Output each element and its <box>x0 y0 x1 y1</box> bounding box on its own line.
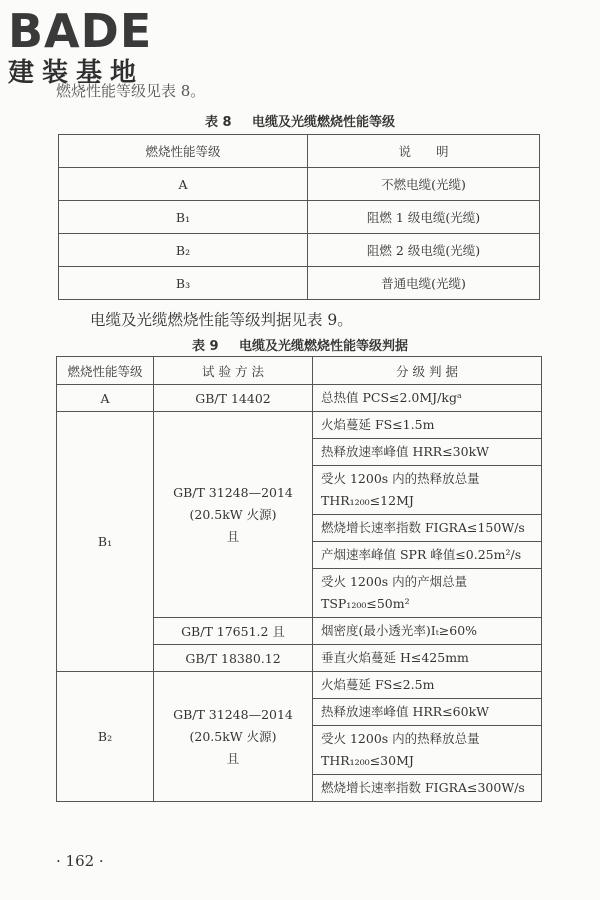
table9-criterion-b1: 受火 1200s 内的产烟总量 TSP₁₂₀₀≤50m² <box>313 569 542 618</box>
table9-method-b1-vertical: GB/T 18380.12 <box>154 645 313 672</box>
table9-grade-b2: B₂ <box>57 672 154 802</box>
table8-cell-grade: B₃ <box>59 267 308 300</box>
table9-method-b1-smoke: GB/T 17651.2 且 <box>154 618 313 645</box>
table-header-row <box>59 135 540 168</box>
table8-cell-grade: B₁ <box>59 201 308 234</box>
table9 <box>56 356 542 802</box>
table9-method-b2-main <box>154 672 313 802</box>
table-row <box>59 201 540 234</box>
table-row <box>57 672 542 699</box>
table9-criterion-a: 总热值 PCS≤2.0MJ/kgᵃ <box>313 385 542 412</box>
table8-header-grade: 燃烧性能等级 <box>59 135 308 168</box>
table9-number: 表 9 <box>191 339 219 354</box>
table-row <box>59 168 540 201</box>
intro-table8: 燃烧性能等级见表 8。 <box>56 82 206 100</box>
method-standard: GB/T 31248—2014 <box>173 484 293 500</box>
table9-grade-b1: B₁ <box>57 412 154 672</box>
table8 <box>58 134 540 300</box>
intro-table9: 电缆及光缆燃烧性能等级判据见表 9。 <box>90 311 353 329</box>
table9-title: 电缆及光缆燃烧性能等级判据 <box>239 339 409 354</box>
table9-criterion-b2: 热释放速率峰值 HRR≤60kW <box>313 699 542 726</box>
table9-criterion-b2: 受火 1200s 内的热释放总量 THR₁₂₀₀≤30MJ <box>313 726 542 775</box>
table9-grade-a: A <box>57 385 154 412</box>
table8-cell-description: 阻燃 1 级电缆(光缆) <box>308 201 540 234</box>
table8-cell-grade: A <box>59 168 308 201</box>
table9-method-b1-main <box>154 412 313 618</box>
table-header-row <box>57 357 542 385</box>
table8-number: 表 8 <box>204 115 232 130</box>
table9-header-method: 试 验 方 法 <box>154 357 313 385</box>
logo-brand: BADE <box>8 4 153 58</box>
table9-criterion-b1: 烟密度(最小透光率)Iₜ≥60% <box>313 618 542 645</box>
method-standard: GB/T 31248—2014 <box>173 706 293 722</box>
logo-subtitle: 建装基地 <box>8 58 145 88</box>
method-fire-source: (20.5kW 火源) <box>189 728 277 744</box>
table8-title: 电缆及光缆燃烧性能等级 <box>252 115 396 130</box>
method-and: 且 <box>226 528 240 544</box>
table9-criterion-b1: 燃烧增长速率指数 FIGRA≤150W/s <box>313 515 542 542</box>
table9-header-criteria: 分 级 判 据 <box>313 357 542 385</box>
table8-caption <box>0 111 600 130</box>
table9-header-grade: 燃烧性能等级 <box>57 357 154 385</box>
table-row <box>59 267 540 300</box>
table9-method-a: GB/T 14402 <box>154 385 313 412</box>
table9-criterion-b1: 垂直火焰蔓延 H≤425mm <box>313 645 542 672</box>
table9-criterion-b1: 受火 1200s 内的热释放总量 THR₁₂₀₀≤12MJ <box>313 466 542 515</box>
table8-cell-grade: B₂ <box>59 234 308 267</box>
table8-header-description: 说 明 <box>308 135 540 168</box>
table-row <box>59 234 540 267</box>
method-and: 且 <box>226 750 240 766</box>
table9-criterion-b1: 产烟速率峰值 SPR 峰值≤0.25m²/s <box>313 542 542 569</box>
page-number: · 162 · <box>56 852 104 870</box>
bade-logo <box>8 6 178 90</box>
table8-cell-description: 普通电缆(光缆) <box>308 267 540 300</box>
table9-criterion-b1: 火焰蔓延 FS≤1.5m <box>313 412 542 439</box>
table9-criterion-b2: 燃烧增长速率指数 FIGRA≤300W/s <box>313 775 542 802</box>
method-fire-source: (20.5kW 火源) <box>189 506 277 522</box>
table-row <box>57 385 542 412</box>
table9-caption <box>0 335 600 354</box>
table8-cell-description: 阻燃 2 级电缆(光缆) <box>308 234 540 267</box>
table9-criterion-b1: 热释放速率峰值 HRR≤30kW <box>313 439 542 466</box>
table9-criterion-b2: 火焰蔓延 FS≤2.5m <box>313 672 542 699</box>
table-row <box>57 412 542 439</box>
table8-cell-description: 不燃电缆(光缆) <box>308 168 540 201</box>
